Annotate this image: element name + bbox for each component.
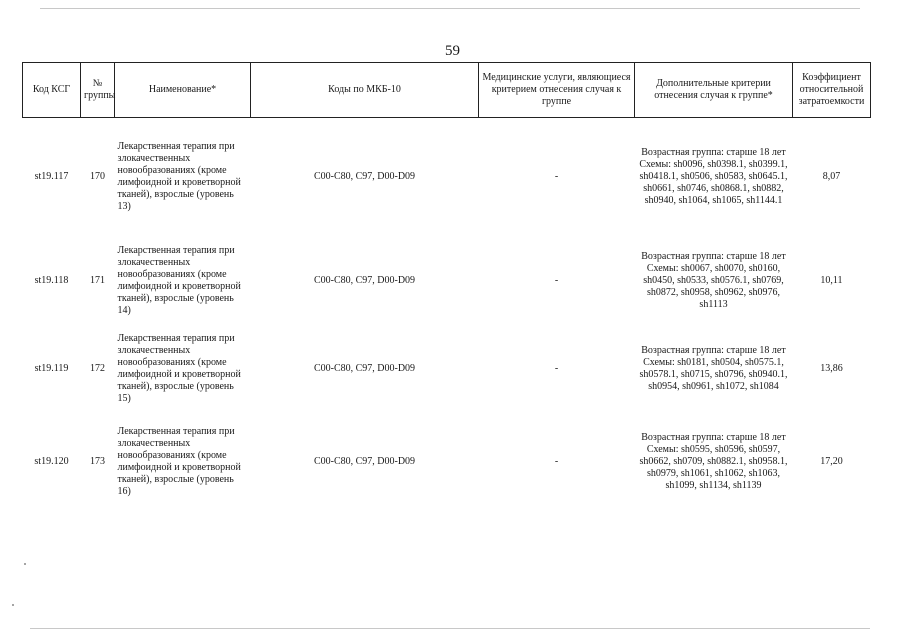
scan-artifact-dot: [24, 563, 26, 565]
header-name: Наименование*: [115, 63, 251, 118]
cell-mkb-codes: C00-C80, C97, D00-D09: [313, 171, 416, 182]
header-mkb-codes: Коды по МКБ-10: [251, 63, 479, 118]
cell-medical-services: -: [554, 274, 559, 286]
scan-artifact-top: [40, 8, 860, 9]
cell-mkb-codes: C00-C80, C97, D00-D09: [313, 362, 416, 374]
cell-mkb-codes: C00-C80, C97, D00-D09: [313, 274, 416, 286]
table-row: [23, 325, 871, 412]
cell-medical-services: -: [554, 171, 559, 182]
cell-medical-services: -: [554, 456, 559, 467]
cell-group-number: 173: [90, 456, 105, 467]
table-row: [23, 236, 871, 325]
cell-code: st19.117: [34, 171, 69, 182]
cell-group-number: 172: [90, 362, 105, 374]
cell-name: Лекарственная терапия при злокачественных новообразованиях (кроме лимфоидной и кроветворной тканей), взрослые (уровень 13): [117, 141, 241, 212]
table-row: [23, 118, 871, 237]
cell-group-number: 170: [90, 171, 105, 182]
page-number: 59: [445, 43, 460, 59]
scan-artifact-dot: [12, 604, 14, 606]
cell-group-number: 171: [90, 274, 105, 286]
cell-code: st19.118: [34, 274, 69, 286]
cell-code: st19.119: [34, 362, 69, 374]
cell-mkb-codes: C00-C80, C97, D00-D09: [313, 456, 416, 467]
cell-cost-coefficient: 13,86: [820, 362, 843, 374]
table-row: [23, 412, 871, 512]
cell-additional-criteria: Возрастная группа: старше 18 лет Схемы: sh0181, sh0504, sh0575.1, sh0578.1, sh0715, sh0796, sh0940.1, sh0954, sh0961, sh1072, sh1084: [639, 344, 788, 392]
header-medical-services: Медицинские услуги, являющиеся критерием отнесения случая к группе: [479, 63, 635, 118]
cell-code: st19.120: [34, 456, 69, 467]
header-group-number: № группы: [81, 63, 115, 118]
cell-name: Лекарственная терапия при злокачественных новообразованиях (кроме лимфоидной и кроветворной тканей), взрослые (уровень 14): [117, 244, 241, 316]
table-header-row: [23, 63, 871, 118]
cell-name: Лекарственная терапия при злокачественных новообразованиях (кроме лимфоидной и кроветворной тканей), взрослые (уровень 16): [117, 426, 241, 497]
scan-artifact-bottom: [30, 628, 870, 629]
cell-cost-coefficient: 17,20: [820, 456, 843, 467]
cell-additional-criteria: Возрастная группа: старше 18 лет Схемы: sh0067, sh0070, sh0160, sh0450, sh0533, sh0576.1, sh0769, sh0872, sh0958, sh0962, sh0976, sh1113: [641, 250, 786, 310]
cell-cost-coefficient: 8,07: [822, 171, 841, 182]
cell-additional-criteria: Возрастная группа: старше 18 лет Схемы: sh0096, sh0398.1, sh0399.1, sh0418.1, sh0506, sh0583, sh0645.1, sh0661, sh0746, sh0868.1, sh0882, sh0940, sh1064, sh1065, sh1144.1: [639, 147, 788, 206]
header-code: Код КСГ: [23, 63, 81, 118]
ksg-table: [22, 62, 871, 512]
cell-additional-criteria: Возрастная группа: старше 18 лет Схемы: sh0595, sh0596, sh0597, sh0662, sh0709, sh0882.1, sh0958.1, sh0979, sh1061, sh1062, sh1063, sh1099, sh1134, sh1139: [639, 432, 788, 491]
header-additional-criteria: Дополнительные критерии отнесения случая к группе*: [635, 63, 793, 118]
cell-medical-services: -: [554, 362, 559, 374]
cell-name: Лекарственная терапия при злокачественных новообразованиях (кроме лимфоидной и кроветворной тканей), взрослые (уровень 15): [117, 332, 241, 404]
cell-cost-coefficient: 10,11: [820, 274, 843, 286]
header-cost-coefficient: Коэффициент относительной затратоемкости: [793, 63, 871, 118]
